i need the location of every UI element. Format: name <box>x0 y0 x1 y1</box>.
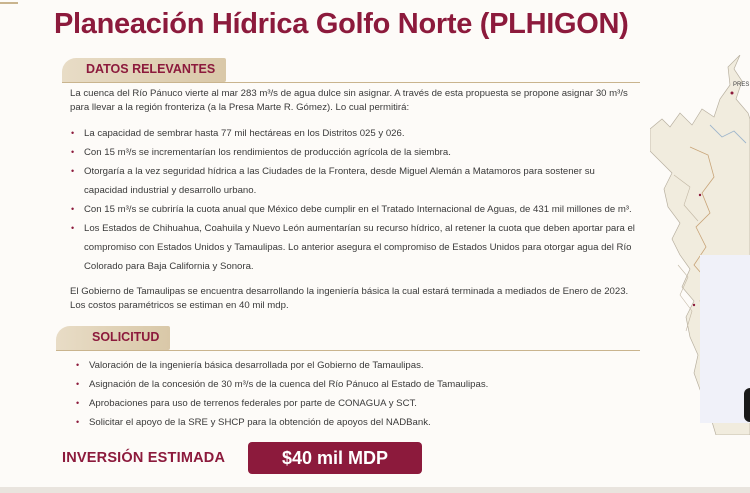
datos-bullet-list <box>70 124 635 276</box>
bullet-dot-icon: • <box>71 166 75 176</box>
list-item <box>70 162 635 200</box>
list-item <box>70 200 635 219</box>
section-heading-datos: DATOS RELEVANTES <box>86 62 216 76</box>
video-overlay-panel <box>700 255 750 423</box>
list-item <box>75 356 488 375</box>
bullet-line: Colorado para Baja California y Sonora. <box>84 261 254 272</box>
list-item <box>70 124 635 143</box>
intro-line: La cuenca del Río Pánuco vierte al mar 283 m³/s de agua dulce sin asignar. A través de esta propuesta se propone asignar 30 m³/s <box>70 88 628 99</box>
section-tab-solicitud <box>56 326 170 350</box>
list-item <box>75 375 488 394</box>
page-title: Planeación Hídrica Golfo Norte (PLHIGON) <box>54 8 629 40</box>
bullet-line: Asignación de la concesión de 30 m³/s de la cuenca del Río Pánuco al Estado de Tamaulipas. <box>89 379 489 390</box>
list-item <box>70 219 635 276</box>
bullet-line: capacidad industrial y desarrollo urbano. <box>84 185 257 196</box>
investment-value-badge: $40 mil MDP <box>248 442 422 474</box>
list-item <box>70 143 635 162</box>
bullet-line: Con 15 m³/s se incrementarían los rendimientos de producción agrícola de la siembra. <box>84 147 451 158</box>
list-item <box>75 394 488 413</box>
bullet-dot-icon: • <box>76 417 80 427</box>
bullet-line: Aprobaciones para uso de terrenos federales por parte de CONAGUA y SCT. <box>89 398 417 409</box>
corner-logo-fragment <box>0 0 22 10</box>
bullet-dot-icon: • <box>71 223 75 233</box>
section-heading-solicitud: SOLICITUD <box>92 330 160 344</box>
bullet-dot-icon: • <box>76 398 80 408</box>
solicitud-bullet-list <box>75 356 488 432</box>
bullet-dot-icon: • <box>76 379 80 389</box>
closing-line: Los costos paramétricos se estiman en 40 mil mdp. <box>70 300 289 311</box>
section-divider <box>56 350 640 351</box>
bullet-dot-icon: • <box>71 147 75 157</box>
bullet-line: compromiso con Estados Unidos y Tamaulipas. Lo anterior asegura el compromiso de Estados Unidos para otorgar agua del Río <box>84 242 632 253</box>
bullet-line: Otorgaría a la vez seguridad hídrica a las Ciudades de la Frontera, desde Miguel Alemán a Matamoros para sostener su <box>84 166 595 177</box>
bullet-line: Los Estados de Chihuahua, Coahuila y Nuevo León aumentarían su recurso hídrico, al retener la cuota que deben aportar para el <box>84 223 635 234</box>
bullet-dot-icon: • <box>71 204 75 214</box>
bottom-band <box>0 487 750 493</box>
bullet-dot-icon: • <box>71 128 75 138</box>
bullet-dot-icon: • <box>76 360 80 370</box>
investment-label: INVERSIÓN ESTIMADA <box>62 450 226 466</box>
bullet-line: Valoración de la ingeniería básica desarrollada por el Gobierno de Tamaulipas. <box>89 360 424 371</box>
bullet-line: Solicitar el apoyo de la SRE y SHCP para la obtención de apoyos del NADBank. <box>89 417 431 428</box>
closing-line: El Gobierno de Tamaulipas se encuentra desarrollando la ingeniería básica la cual estará terminada a mediados de Enero de 2023. <box>70 286 629 297</box>
intro-paragraph <box>70 87 628 115</box>
speaker-silhouette <box>744 388 750 422</box>
closing-paragraph <box>70 285 628 313</box>
list-item <box>75 413 488 432</box>
section-tab-datos-relevantes <box>62 58 226 82</box>
bullet-line: La capacidad de sembrar hasta 77 mil hectáreas en los Distritos 025 y 026. <box>84 128 405 139</box>
map-label-presa: PRES <box>733 82 750 88</box>
section-divider <box>62 82 640 83</box>
intro-line: para llevar a la región fronteriza (a la Presa Marte R. Gómez). Lo cual permitirá: <box>70 102 410 113</box>
bullet-line: Con 15 m³/s se cubriría la cuota anual que México debe cumplir en el Tratado Internacional de Aguas, de 431 mil millones de m³. <box>84 204 632 215</box>
